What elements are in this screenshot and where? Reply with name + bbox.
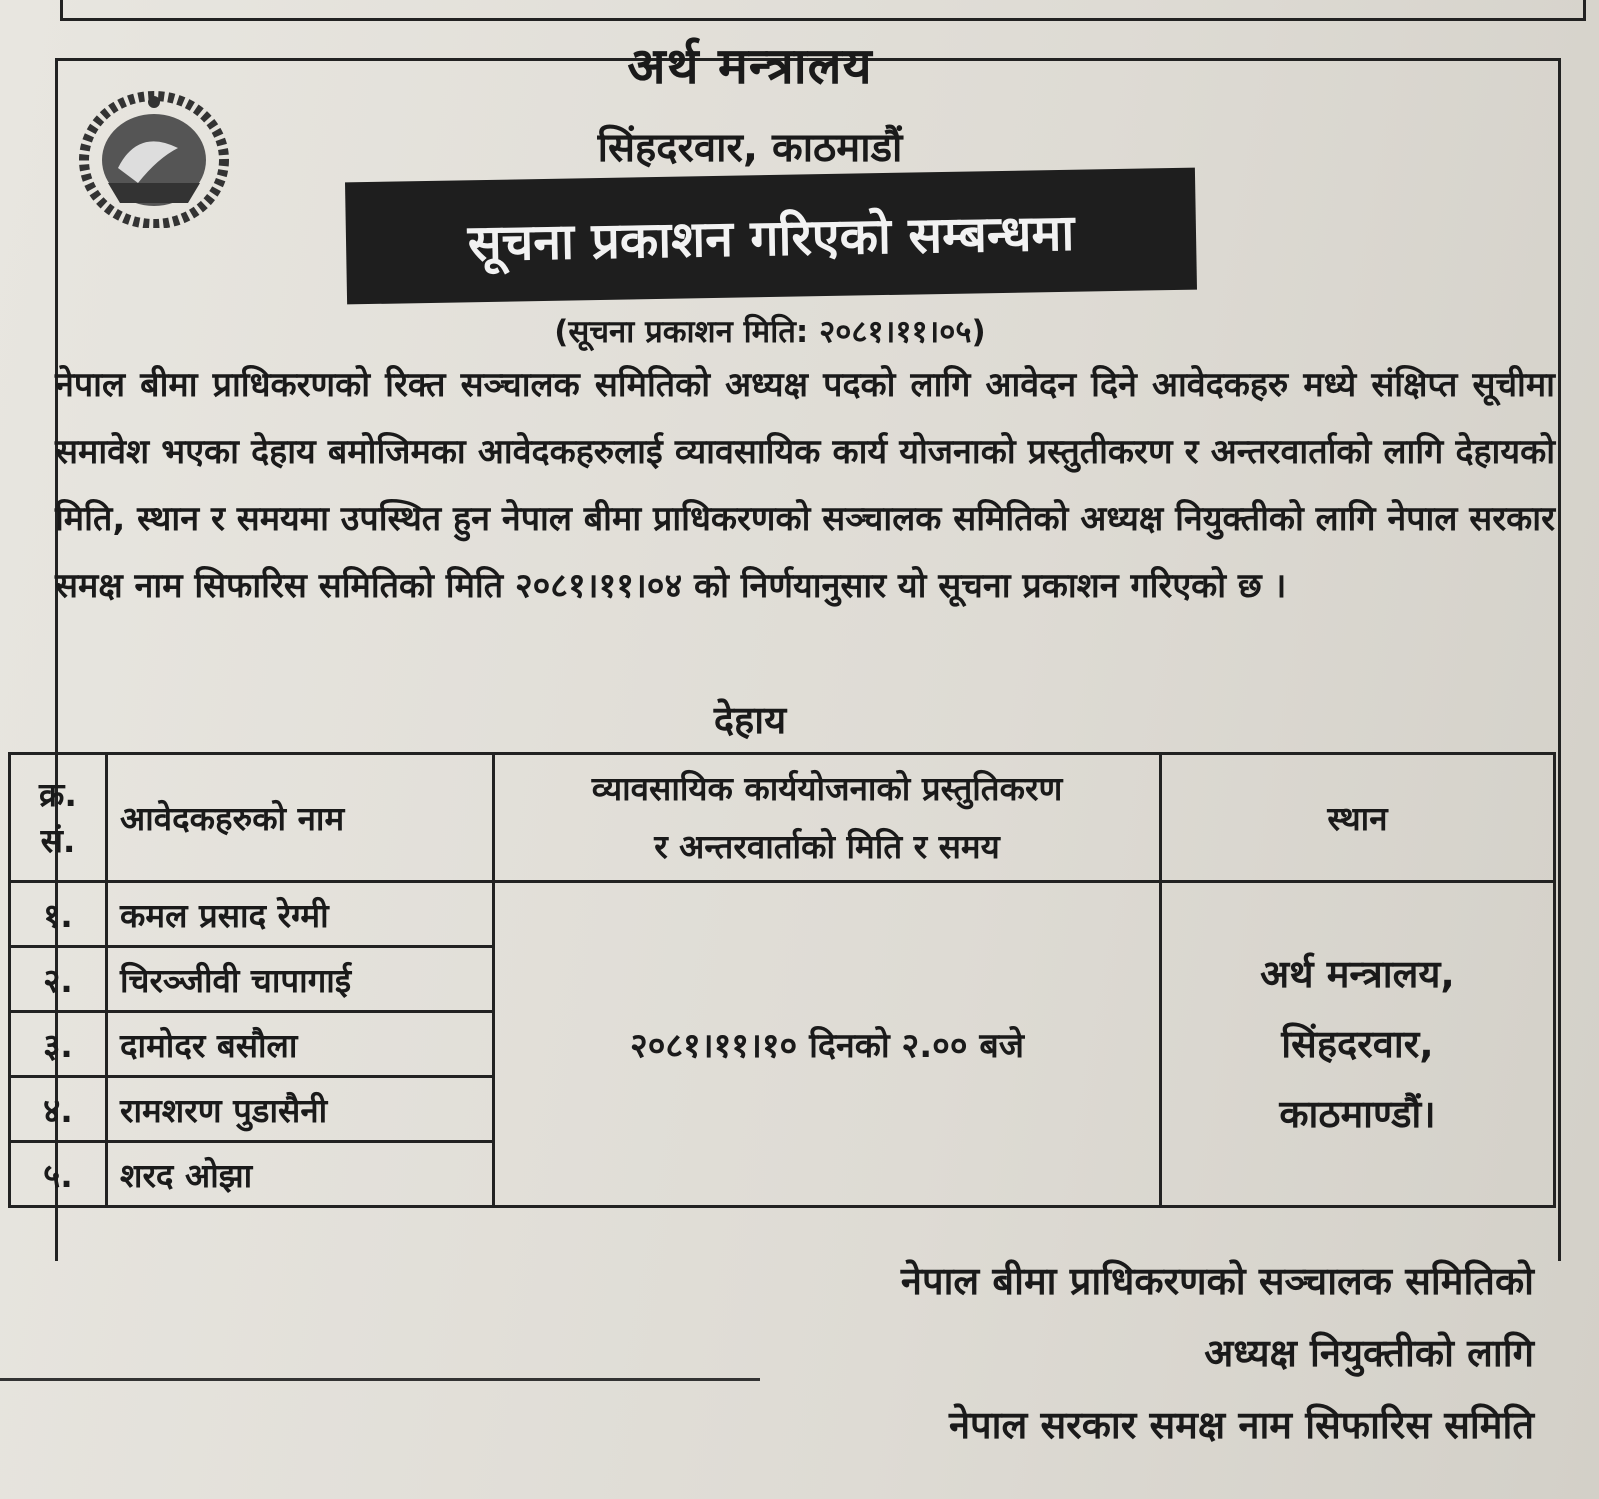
ministry-location: सिंहदरवार, काठमाडौं <box>597 125 903 171</box>
header-serial-line1: क्र. <box>39 774 77 814</box>
row-name: शरद ओझा <box>107 1142 494 1207</box>
schedule-place <box>1161 882 1555 1207</box>
header-name: आवेदकहरुको नाम <box>107 754 494 882</box>
notice-title-banner <box>345 168 1197 305</box>
row-serial: ३. <box>10 1012 107 1077</box>
schedule-table <box>8 752 1556 1208</box>
signature-block <box>634 1245 1534 1461</box>
row-name: चिरञ्जीवी चापागाई <box>107 947 494 1012</box>
header-serial-line2: सं. <box>40 820 76 860</box>
place-line3: काठमाण्डौं। <box>1279 1092 1436 1136</box>
nepal-emblem-icon <box>78 88 230 228</box>
row-serial: १. <box>10 882 107 947</box>
header-place: स्थान <box>1161 754 1555 882</box>
signature-line3: नेपाल सरकार समक्ष नाम सिफारिस समिति <box>948 1403 1534 1447</box>
header-time-line1: व्यावसायिक कार्ययोजनाको प्रस्तुतिकरण <box>591 768 1063 808</box>
signature-line2: अध्यक्ष नियुक्तीको लागि <box>1204 1331 1534 1375</box>
place-line2: सिंहदरवार, <box>1281 1022 1434 1066</box>
row-name: दामोदर बसौला <box>107 1012 494 1077</box>
place-line1: अर्थ मन्त्रालय, <box>1260 952 1455 996</box>
header-serial <box>10 754 107 882</box>
row-serial: ४. <box>10 1077 107 1142</box>
table-row <box>10 882 1555 947</box>
top-border-box <box>60 0 1586 21</box>
row-name: रामशरण पुडासैनी <box>107 1077 494 1142</box>
header-time-line2: र अन्तरवार्ताको मिति र समय <box>654 826 1000 866</box>
table-header-row <box>10 754 1555 882</box>
ministry-name: अर्थ मन्त्रालय <box>627 37 873 95</box>
table-heading: देहाय <box>713 698 787 742</box>
row-serial: ५. <box>10 1142 107 1207</box>
notice-paragraph: नेपाल बीमा प्राधिकरणको रिक्त सञ्चालक समितिको अध्यक्ष पदको लागि आवेदन दिने आवेदकहरु मध्ये संक्षिप्त सूचीमा समावेश भएका देहाय बमोजिमका आवेदकहरुलाई व्यावसायिक कार्य योजनाको प्रस्तुतीकरण र अन्तरवार्ताको लागि देहायको मिति, स्थान र समयमा उपस्थित हुन नेपाल बीमा प्राधिकरणको सञ्चालक समितिको अध्यक्ष नियुक्तीको लागि नेपाल सरकार समक्ष नाम सिफारिस समितिको मिति २०८१।११।०४ को निर्णयानुसार यो सूचना प्रकाशन गरिएको छ । <box>55 365 1555 606</box>
bottom-divider <box>0 1378 760 1381</box>
publish-date: (सूचना प्रकाशन मिति: २०८१।११।०५) <box>554 314 986 350</box>
notice-title: सूचना प्रकाशन गरिएको सम्बन्धमा <box>467 203 1075 273</box>
schedule-time: २०८१।११।१० दिनको २.०० बजे <box>494 882 1161 1207</box>
row-serial: २. <box>10 947 107 1012</box>
signature-line1: नेपाल बीमा प्राधिकरणको सञ्चालक समितिको <box>900 1259 1534 1303</box>
row-name: कमल प्रसाद रेग्मी <box>107 882 494 947</box>
header-time <box>494 754 1161 882</box>
